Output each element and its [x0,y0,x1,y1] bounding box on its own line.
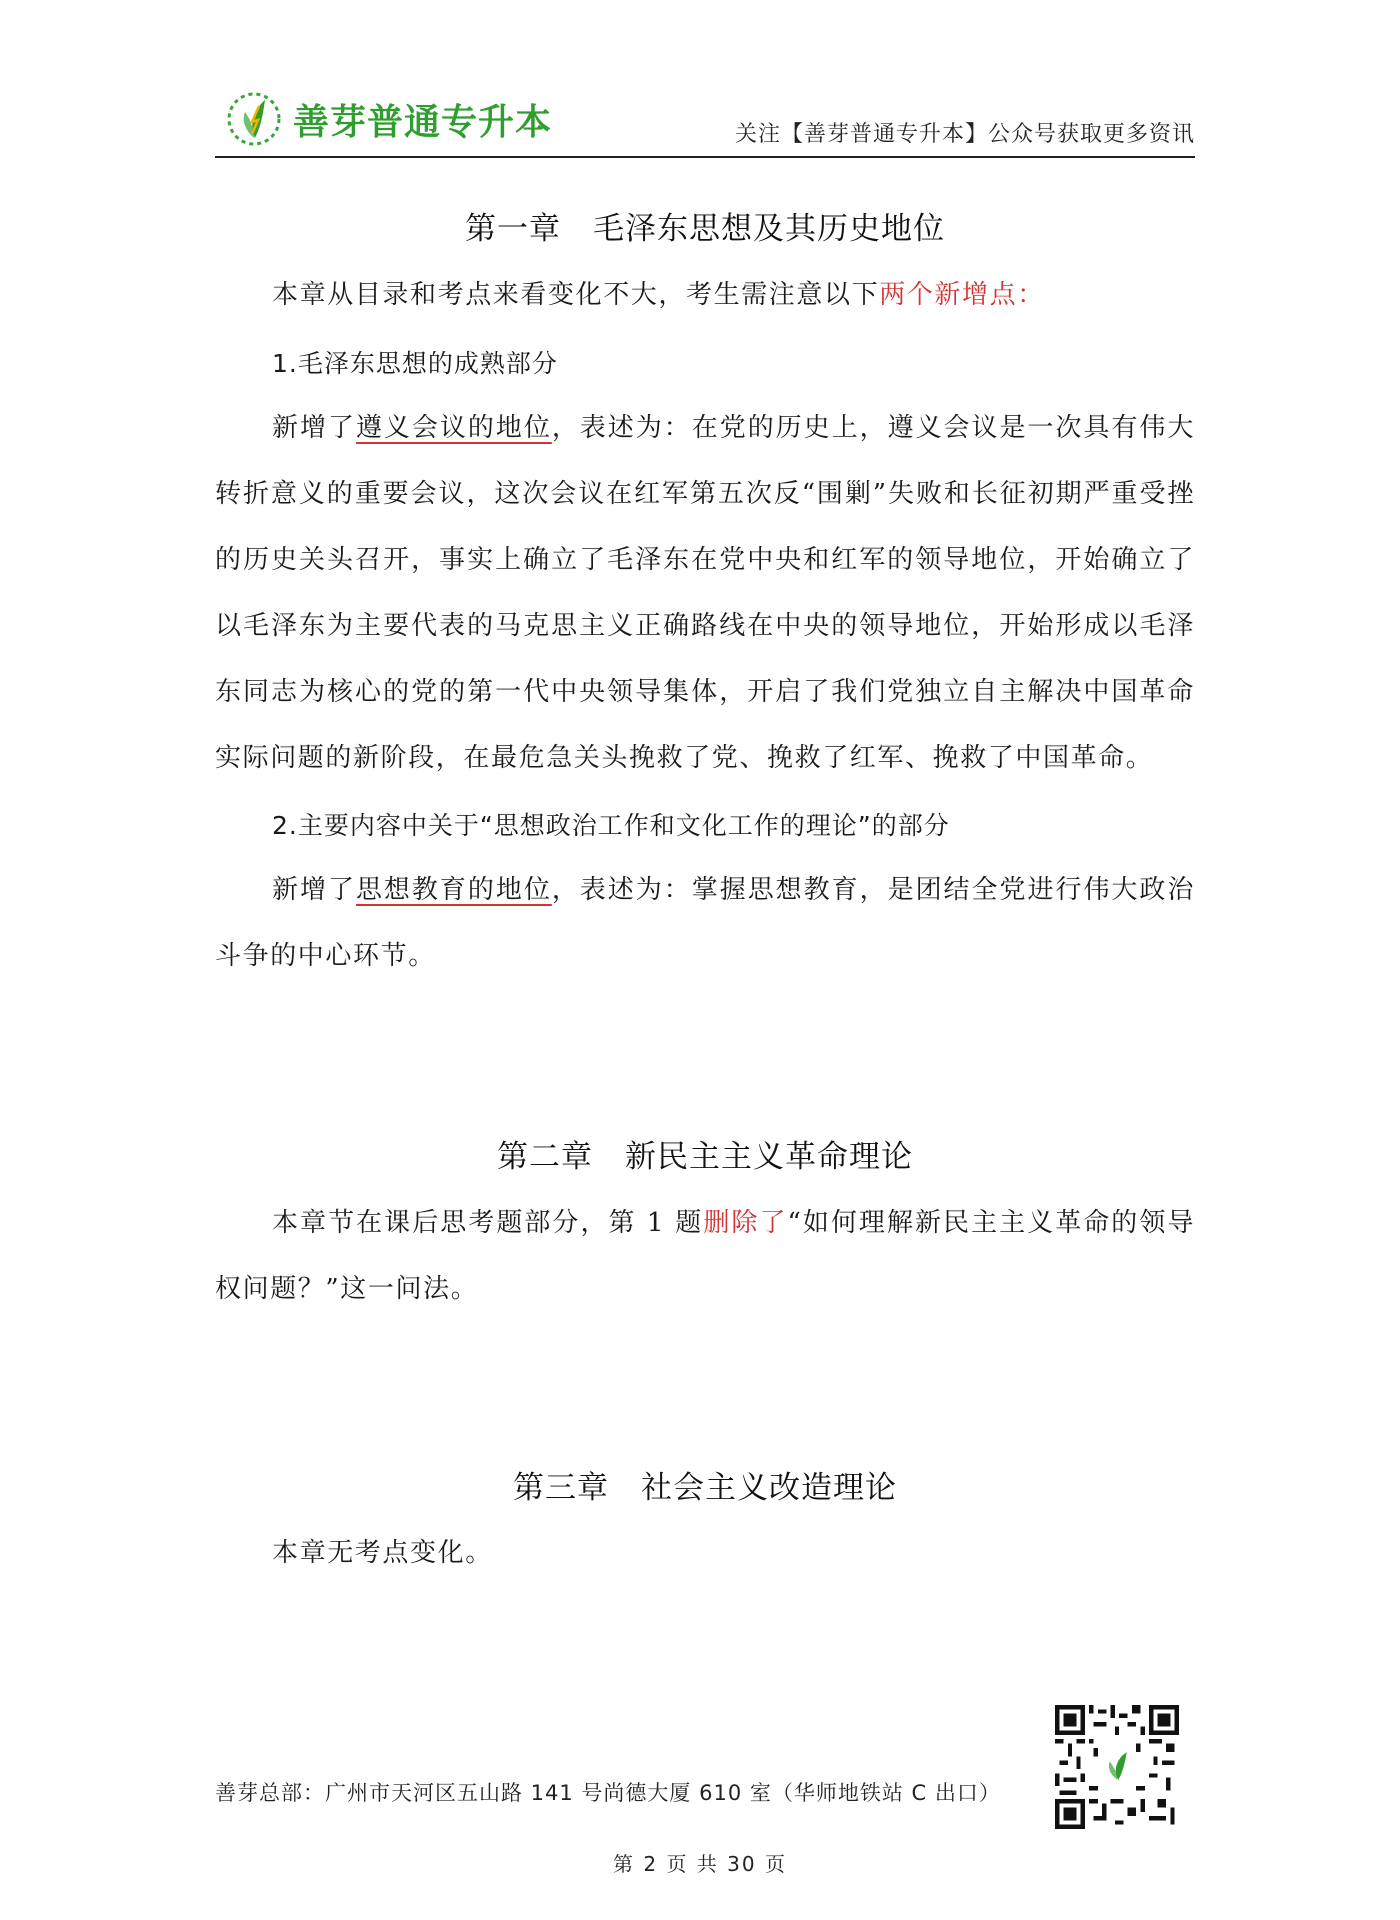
ch2-lead: 本章节在课后思考题部分，第 1 题 [272,1208,704,1238]
chapter-1-subheading-2: 2.主要内容中关于“思想政治工作和文化工作的理论”的部分 [272,811,950,840]
intro-text: 本章从目录和考点来看变化不大，考生需注意以下 [272,280,880,310]
p1-body: ，表述为：在党的历史上，遵义会议是一次具有伟大转折意义的重要会议，这次会议在红军第五次反“围剿”失败和长征初期严重受挫的历史关头召开，事实上确立了毛泽东在党中央和红军的领导地位，开始确立了以毛泽东为主要代表的马克思主义正确路线在中央的领导地位，开始形成以毛泽东同志为核心的党的第一代中央领导集体，开启了我们党独立自主解决中国革命实际问题的新阶段，在最危急关头挽救了党、挽救了红军、挽救了中国革命。 [215,413,1195,773]
qr-code [1055,1705,1179,1829]
footer-address: 善芽总部：广州市天河区五山路 141 号尚德大厦 610 室（华师地铁站 C 出口） [215,1781,1001,1805]
page-number: 第 2 页 共 30 页 [613,1852,787,1876]
chapter-3-paragraph: 本章无考点变化。 [272,1538,493,1568]
header-note: 关注【善芽普通专升本】公众号获取更多资讯 [734,122,1195,147]
chapter-2-title: 第二章 新民主主义革命理论 [497,1139,913,1175]
chapter-1-intro [215,262,1195,328]
chapter-3-title: 第三章 社会主义改造理论 [513,1470,897,1506]
ch2-body: “如何理解新民主主义革命的领导权问题？”这一问法。 [215,1208,1195,1304]
logo-text: 善芽普通专升本 [293,101,553,143]
brand-logo [219,88,552,150]
p2-lead: 新增了 [272,875,356,905]
p2-body: ，表述为：掌握思想教育，是团结全党进行伟大政治斗争的中心环节。 [215,875,1195,971]
p1-underlined-term: 遵义会议的地位 [355,413,552,443]
p1-lead: 新增了 [272,413,356,443]
intro-highlight: 两个新增点： [879,280,1045,310]
p2-underlined-term: 思想教育的地位 [355,875,552,905]
logo-leaf-icon [219,88,289,150]
chapter-1-title: 第一章 毛泽东思想及其历史地位 [465,211,945,247]
chapter-1-paragraph-2 [215,857,1195,989]
page-header [215,80,1195,158]
ch2-highlight: 删除了 [703,1208,788,1238]
chapter-2-paragraph [215,1190,1195,1322]
chapter-1-subheading-1: 1.毛泽东思想的成熟部分 [272,349,558,378]
chapter-1-paragraph-1 [215,395,1195,791]
